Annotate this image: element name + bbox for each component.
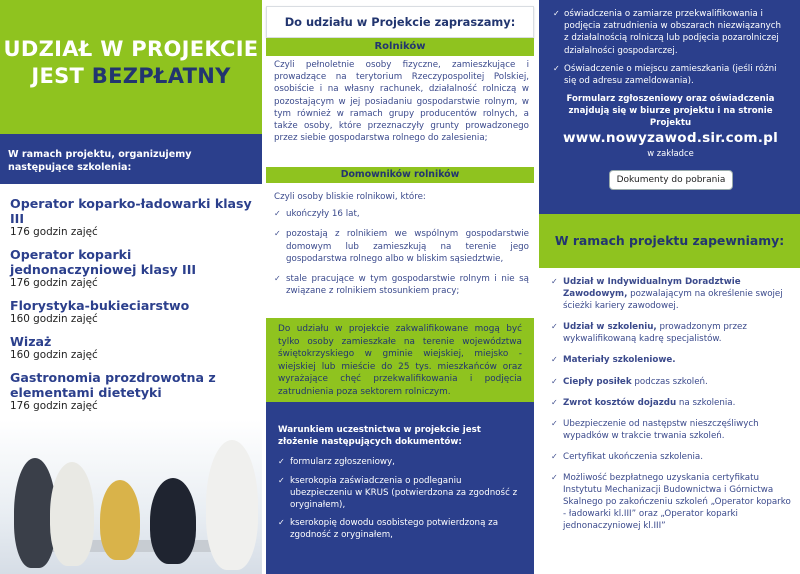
list-item: ✓ pozostają z rolnikiem we wspólnym gospodarstwie domowym lub zamieszkują na terenie jego gospodarstwa rolnego albo w bliskim sąsiedztwie, <box>274 228 529 265</box>
list-item: ✓ kserokopia zaświadczenia o podleganiu ubezpieczeniu w KRUS (potwierdzona za zgodność z oryginałem), <box>278 475 524 512</box>
downloads-button[interactable]: Dokumenty do pobrania <box>609 170 733 190</box>
course-hours: 160 godzin zajęć <box>10 349 98 361</box>
title-block <box>0 0 262 134</box>
list-item: ✓ Ubezpieczenie od następstw nieszczęśliwych wypadków w trakcie trwania szkoleń. <box>551 418 795 442</box>
documents-box <box>266 402 534 574</box>
course-list <box>10 196 260 421</box>
project-url[interactable]: www.nowyzawod.sir.com.pl <box>563 130 778 147</box>
course-item <box>10 334 260 362</box>
left-panel <box>0 0 262 574</box>
form-note: Formularz zgłoszeniowy oraz oświadczenia znajdują się w biurze projektu i na stronie Projektu <box>566 94 775 129</box>
list-item: ✓ Udział w szkoleniu, prowadzonym przez wykwalifikowaną kadrę specjalistów. <box>551 321 795 345</box>
person-figure <box>100 480 140 560</box>
household-list <box>274 191 529 305</box>
documents-lead: Warunkiem uczestnictwa w projekcie jest złożenie następujących dokumentów: <box>278 425 481 448</box>
list-item: ✓ kserokopię dowodu osobistego potwierdzoną za zgodność z oryginałem, <box>278 517 524 541</box>
course-name: Florystyka-bukieciarstwo <box>10 298 190 313</box>
list-item: ✓ stale pracujące w tym gospodarstwie rolnym i nie są związane z rolnikiem stosunkiem pracy; <box>274 273 529 297</box>
title-line-2: JEST BEZPŁATNY <box>31 64 231 88</box>
people-photo <box>0 420 262 574</box>
course-name: Gastronomia prozdrowotna z elementami dietetyki <box>10 370 216 400</box>
household-band: Domowników rolników <box>266 167 534 183</box>
person-figure <box>206 440 258 570</box>
title-line-1: UDZIAŁ W PROJEKCIE <box>3 37 259 61</box>
list-item: ✓ Materiały szkoleniowe. <box>551 354 795 366</box>
person-figure <box>150 478 196 564</box>
qualification-box: Do udziału w projekcie zakwalifikowane mogą być tylko osoby zamieszkałe na terenie województwa świętokrzyskiego w gminie wiejskiej, miejsko - wiejskiej lub mieście do 25 tys. mieszkańców oraz wyrażające chęć przekwalifikowania i podjęcia zatrudnienia poza sektorem rolniczym. <box>266 318 534 402</box>
tab-note: w zakładce <box>647 148 694 159</box>
course-hours: 176 godzin zajęć <box>10 400 98 412</box>
right-panel <box>539 0 800 574</box>
invite-heading: Do udziału w Projekcie zapraszamy: <box>266 6 534 38</box>
list-item: ✓ oświadczenia o zamiarze przekwalifikowania i podjęcia zatrudnienia w obszarach niezwiązanych z działalnością rolniczą lub podjęcia pozarolniczej działalności gospodarczej. <box>553 8 788 57</box>
main-title <box>0 36 262 90</box>
course-name: Operator koparki jednonaczyniowej klasy III <box>10 247 197 277</box>
list-item: ✓ formularz zgłoszeniowy, <box>278 456 524 468</box>
benefits-list <box>551 276 795 542</box>
list-item: ✓ Zwrot kosztów dojazdu na szkolenia. <box>551 397 795 409</box>
course-item <box>10 247 260 290</box>
list-item: ✓ Oświadczenie o miejscu zamieszkania (jeśli różni się od adresu zameldowania). <box>553 63 788 87</box>
trainings-intro: W ramach projektu, organizujemy następujące szkolenia: <box>0 134 262 184</box>
course-item <box>10 196 260 239</box>
course-hours: 176 godzin zajęć <box>10 226 98 238</box>
list-item: ✓ Ciepły posiłek podczas szkoleń. <box>551 376 795 388</box>
course-hours: 176 godzin zajęć <box>10 277 98 289</box>
person-figure <box>50 462 94 566</box>
list-item: ✓ Certyfikat ukończenia szkolenia. <box>551 451 795 463</box>
household-intro: Czyli osoby bliskie rolnikowi, które: <box>274 192 426 202</box>
title-accent: BEZPŁATNY <box>91 64 231 88</box>
course-name: Wizaż <box>10 334 52 349</box>
course-name: Operator koparko-ładowarki klasy III <box>10 196 252 226</box>
list-item: ✓ ukończyły 16 lat, <box>274 208 529 220</box>
list-item: ✓ Udział w Indywidualnym Doradztwie Zawodowym, pozwalającym na określenie swojej ścieżki kariery zawodowej. <box>551 276 795 312</box>
benefits-heading: W ramach projektu zapewniamy: <box>539 214 800 268</box>
middle-panel <box>262 0 539 574</box>
course-hours: 160 godzin zajęć <box>10 313 98 325</box>
course-item <box>10 298 260 326</box>
farmers-description: Czyli pełnoletnie osoby fizyczne, zamieszkujące i prowadzące na terytorium Rzeczypospolitej Polskiej, osobiście i na własny rachunek, działalność rolniczą w pozostającym w jej posiadaniu gospodarstwie rolnym, w tym również w ramach grupy producentów rolnych, a także osoby, które przeznaczyły grunty prowadzonego przez siebie gospodarstwa rolnego do zalesienia; <box>274 60 529 144</box>
list-item: ✓ Możliwość bezpłatnego uzyskania certyfikatu Instytutu Mechanizacji Budownictwa i Górnictwa Skalnego po zakończeniu szkoleń „Operator koparko - ładowarki kl.III” oraz „Operator koparki jednonaczyniowej kl.III” <box>551 472 795 532</box>
course-item <box>10 370 260 413</box>
farmers-band: Rolników <box>266 38 534 56</box>
